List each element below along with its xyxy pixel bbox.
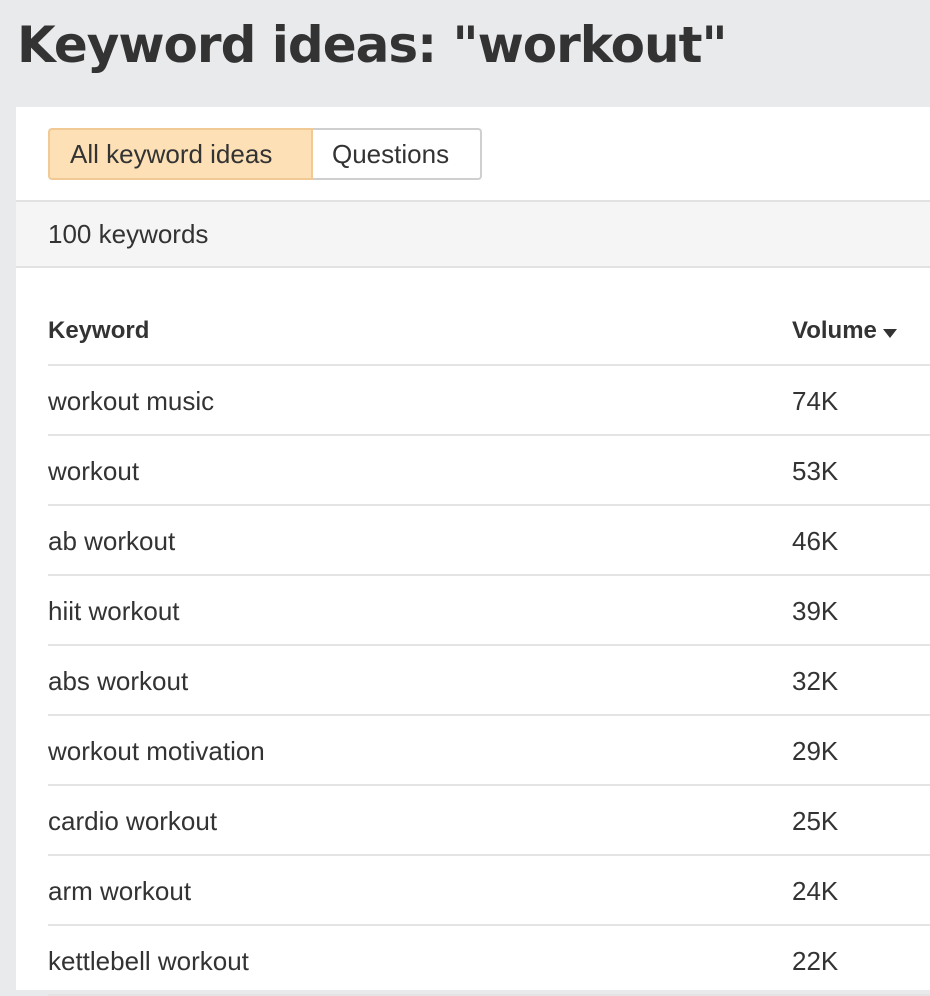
keyword-table <box>48 296 930 996</box>
table-row <box>48 576 930 646</box>
table-row <box>48 436 930 506</box>
page-title: Keyword ideas: "workout" <box>17 16 727 74</box>
keyword-cell[interactable]: cardio workout <box>48 806 218 836</box>
volume-cell: 22K <box>792 946 839 976</box>
keyword-count-bar <box>16 200 930 268</box>
keyword-cell[interactable]: abs workout <box>48 666 189 696</box>
column-header-keyword[interactable]: Keyword <box>48 317 150 344</box>
volume-cell: 53K <box>792 456 839 486</box>
keyword-cell[interactable]: workout motivation <box>48 736 265 766</box>
keyword-cell[interactable]: kettlebell workout <box>48 946 249 976</box>
table-row <box>48 926 930 996</box>
volume-cell: 24K <box>792 876 839 906</box>
volume-cell: 46K <box>792 526 839 556</box>
table-header <box>48 296 930 366</box>
volume-cell: 74K <box>792 386 839 416</box>
volume-cell: 29K <box>792 736 839 766</box>
tab-questions[interactable]: Questions <box>313 128 482 180</box>
table-row <box>48 786 930 856</box>
keyword-tabs <box>48 128 482 180</box>
volume-cell: 32K <box>792 666 839 696</box>
keyword-ideas-panel <box>16 107 930 990</box>
keyword-count: 100 keywords <box>48 219 209 249</box>
volume-cell: 39K <box>792 596 839 626</box>
table-row <box>48 506 930 576</box>
caret-down-icon <box>883 329 897 338</box>
table-row <box>48 646 930 716</box>
keyword-cell[interactable]: arm workout <box>48 876 192 906</box>
keyword-cell[interactable]: workout music <box>48 386 215 416</box>
keyword-cell[interactable]: hiit workout <box>48 596 180 626</box>
tab-all-keyword-ideas[interactable]: All keyword ideas <box>48 128 313 180</box>
keyword-cell[interactable]: ab workout <box>48 526 176 556</box>
keyword-cell[interactable]: workout <box>48 456 140 486</box>
table-row <box>48 366 930 436</box>
column-header-volume-label: Volume <box>792 317 877 344</box>
column-header-volume[interactable] <box>792 296 897 366</box>
table-row <box>48 716 930 786</box>
volume-cell: 25K <box>792 806 839 836</box>
table-row <box>48 856 930 926</box>
